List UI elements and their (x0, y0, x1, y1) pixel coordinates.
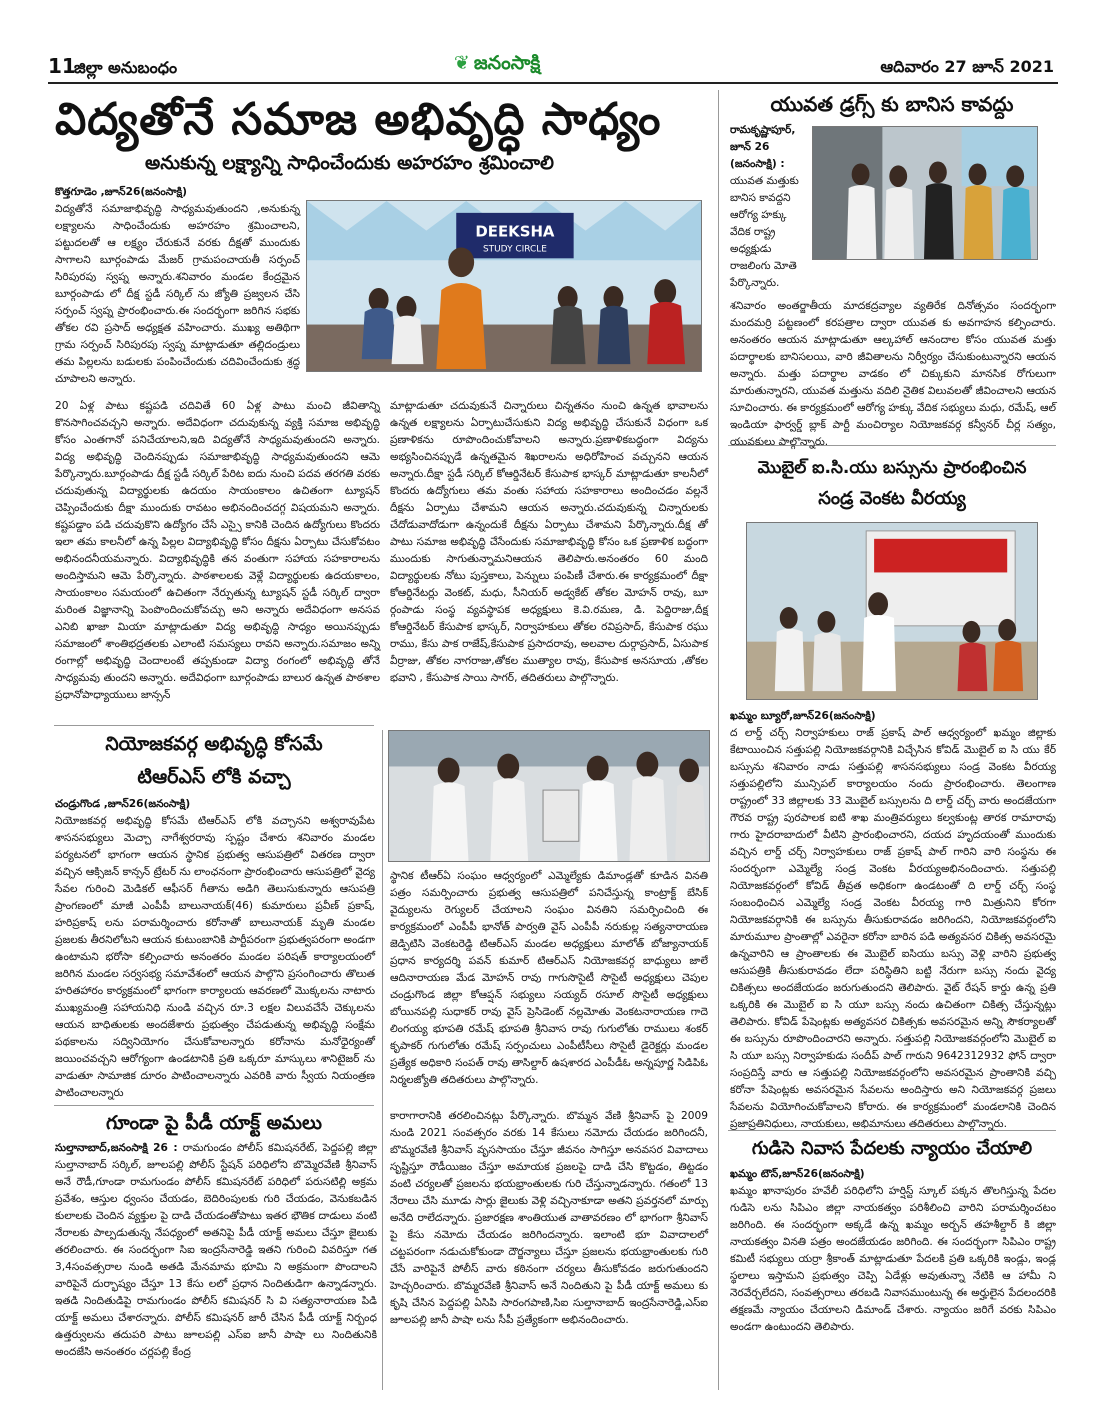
issue-date: ఆదివారం 27 జూన్ 2021 (880, 57, 1054, 76)
trs-headline-line1: నియోజకవర్గ అభివృద్ధి కోసమే (105, 733, 323, 755)
oxygen-concentrator-photo (388, 730, 710, 862)
story-text: 20 ఏళ్ల పాటు కష్టపడి చదివితే 60 ఏళ్ల పాటు మంచి జీవితాన్ని కొనసాగించవచ్చని అన్నారు. అదేవిధంగా చదువుకున్న వ్యక్తి సమాజ అభివృద్ధి కోసం ఎంతగానో పనిచేయాలని,ఇది విద్యతోనే సాధ్యమవుతుందని అన్నారు. విద్య అభివృద్ధి చెందినప్పుడు సమాజాభివృద్ధి సాధ్యమవుతుందని ఆమె పేర్కొన్నారు.బూర్గంపాడు దీక్ష స్టడీ సర్కిల్ పేరిట ఐదు నుంచి పదవ తరగతి వరకు చదువుతున్న విద్యార్థులకు ఉదయం సాయంకాలం ఉచితంగా ట్యూషన్ చెప్పించేందుకు దీక్షా ముందుకు రావటం అభినందించదగ్గ విషయమని అన్నారు. కష్టపడ్డాం పడి చదువుకొని ఉద్యోగం చేసే ఎస్సై కానికి చెందిన ఉద్యోగులు కొందరు ఇలా తమ కాలనీలో ఉన్న పిల్లల విద్యాభివృద్ధి కోసం దీక్షను ఏర్పాటు చేసుకోవటం అభినందనీయమన్నారు. విద్యాభివృద్ధికి తన వంతుగా సహాయ సహకారాలను అందిస్తామని ఆమె పేర్కొన్నారు. పాఠశాలలకు వెళ్లే విద్యార్థులకు ఉదయకాలం, సాయంకాలం సమయంలో ఉచితంగా నేర్పుతున్న ట్యూషన్ స్టడీ సర్కిల్ ద్వారా మరింత విజ్ఞానాన్ని పెంపొందించుకోవచ్చు అని అన్నారు అదేవిధంగా అనసవ ఎనిబి ఖాజా మియా మాట్లాడుతూ విద్య అభివృద్ధి సాధ్యం అయినప్పుడు సమాజంలో శాంతిభద్రతలకు ఎలాంటి సమస్యలు రావని అన్నారు.సమాజం అన్ని రంగాల్లో అభివృద్ధి చెందాలంటే తప్పకుండా విద్యా రంగంలో అభివృద్ధి తోనే సాధ్యమవు తుందని అన్నారు. అదేవిధంగా బూర్గంపాడు బాలుర ఉన్నత పాఠశాల ప్రధానోపాధ్యాయులు జాన్సన్ (55, 400, 380, 701)
mobile-icu-bus-photo (746, 522, 1038, 700)
hospital-illustration (389, 731, 709, 861)
main-subheadline: అనుకున్న లక్ష్యాన్ని సాధించేందుకు అహరహం శ్రమించాలి (145, 152, 554, 174)
story-text: ఖమ్మం ఖానాపురం హవేలీ పరిధిలోని హర్షిస్ట్ స్కూల్ పక్కన తొలగిస్తున్న పేదల గుడిసె లను సిపిఎం జిల్లా నాయకత్వం పరిశీలించి వారిని పరామర్శించటం జరిగింది. ఈ సందర్భంగా అక్కడే ఉన్న ఖమ్మం అర్బన్ తహశీల్దార్ కి జిల్లా నాయకత్వం వినతి పత్రం అందజేయడం జరిగింది. ఈ సందర్భంగా సిపిఎం రాష్ట్ర కమిటీ సభ్యులు యర్రా శ్రీకాంత్ మాట్లాడుతూ పేదలకి ప్రతి ఒక్కరికి ఇండ్లు, ఇండ్ల స్థలాలు ఇస్తామని ప్రభుత్వం చెప్పి ఏడేళ్లు అవుతున్నా నేటికి ఆ హామీ ని నెరవేర్చలేదని, సంవత్సరాలు తరబడి నివాసముంటున్న ఈ అర్హులైన పేదలందరికి తక్షణమే న్యాయం చేయాలని డిమాండ్ చేశారు. న్యాయం జరిగే వరకు సిపిఎం అండగా ఉంటుందని తెలిపారు. (730, 1185, 1056, 1333)
kit-story-body (390, 868, 708, 1100)
awareness-illustration (813, 127, 1037, 259)
story-text: స్థానిక టీఆర్ఏ సంఘం ఆధ్వర్యంలో ఎమ్మెల్యేకు డిమాండ్లతో కూడిన వినతి పత్రం సమర్పించారు ప్రభుత్వ ఆసుపత్రిలో పనిచేస్తున్న కాంట్రాక్ట్ బేసిక్ వైద్యులను రెగ్యులర్ చేయాలని సంఘం వినతిని సమర్పించింది ఈ కార్యక్రమంలో ఎంపీపీ భానోత్ పార్వతి వైస్ ఎంపీపీ నరుకుల్ల సత్యనారాయణ జెడ్పిటిసి వెంకటరెడ్డి టిఆర్ఎస్ మండల అధ్యక్షులు మాలోత్ బోజ్యానాయక్ ప్రధాన కార్యదర్శి పవన్ కుమార్ టిఆర్ఎస్ నియోజకవర్గ బాధ్యులు జాలే ఆదినారాయణ మేడ మోహన్ రావు గాగుసొసైటీ సొసైటీ అధ్యక్షులు చెపుల చండ్రుగొండ జిల్లా కోఆప్షన్ సభ్యులు సయ్యద్ రసూల్ సొసైటీ అధ్యక్షులు బోయినపల్లి సుధాకర్ రావు వైస్ ప్రెసిడెంట్ నల్లమోతు వెంకటనారాయణ గాదె లింగయ్య భూపతి రమేష్ భూపతి శ్రీనివాస రావు గుగులోతు రాములు శంకర్ కృపాకర్ గుగులోతు రమేష్ సర్పంచులు ఎంపీటీసీలు సొసైటీ డైరెక్టర్లు మండల ప్రత్యేక అధికారి సంపత్ రావు తాసిల్దార్ ఉషశారద ఎంపీడీఓ అన్నపూర్ణ సిడిపిఓ నిర్మలజ్యోతి తదితరులు పాల్గొన్నారు. (390, 870, 708, 1086)
bus-story-body (730, 708, 1056, 1130)
column-divider (382, 730, 383, 1390)
masthead-text: జనంసాక్షి (473, 52, 541, 74)
dateline: సుల్తానాబాద్,జనంసాక్షి 26 : (55, 1142, 178, 1154)
study-circle-illustration (307, 201, 701, 371)
study-circle-photo (306, 200, 702, 372)
drugs-story-lead (730, 122, 808, 294)
story-text: యువత మత్తుకు బానిస కావద్దని ఆరోగ్య హక్కు వేదిక రాష్ట్ర అధ్యక్షుడు రాజలింగు మోతె పేర్కొన్నారు. (730, 175, 799, 289)
dateline: చండ్రుగొండ ,జూన్26(జనంసాక్షి) (55, 798, 191, 810)
hut-headline: గుడిసె నివాస పేదలకు న్యాయం చేయాలి (751, 1138, 1033, 1159)
trs-headline-line2: టిఆర్ఎస్ లోకి వచ్చా (137, 766, 291, 788)
main-story-col1-top (55, 184, 300, 414)
dateline: కొత్తగూడెం ,జూన్26(జనంసాక్షి) (55, 186, 188, 198)
dateline: రామకృష్ణాపూర్, జూన్ 26 (జనంసాక్షి) : (730, 124, 796, 170)
goonda-story-body (55, 1140, 377, 1386)
story-text: రామగుండం పోలీస్ కమిషనరేట్, పెద్దపల్లి జిల్లా సుల్తానాబాద్ సర్కిల్, జూలపల్లి పోలీస్ స్టేషన్ పరిధిలోని బొమ్మెరవేణి శ్రీనివాస్ అనే రౌడీ,గూండా రామగుండం పోలీస్ కమిషనరేట్ పరిధిలో పరుసటిల్లి అక్రమ ప్రవేశం, ఆస్తుల ధ్వంసం చేయడం, బెదిరింపులకు గురి చేయడం, వెనుకబడిన కులాలకు చెందిన వ్యక్తుల పై దాడి చేయడంతోపాటు ఇతర భౌతిక దాడులు వంటి నేరాలకు పాల్పడుతున్న నేపధ్యంలో అతనిపై పీడీ యాక్ట్ అమలు చేస్తూ జైలుకు తరలించారు. ఈ సందర్భంగా సిఐ ఇంద్రసేనారెడ్డి ఇతని గురించి వివరిస్తూ గత 3,4సంవత్సరాల నుండి అతడి మేనమామ భూమి ని అక్రమంగా పొందాలని వారిపైనే దుర్భాష్యం చేస్తూ 13 కేసు లలో ప్రధాన నిందితుడిగా ఉన్నాడన్నారు. ఇతడి నిందితుడిపై రామగుండం పోలీస్ కమిషనర్ సి వి సత్యనారాయణ పిడి యాక్ట్ అమలు చేశారన్నారు. పోలీస్ కమిషనర్ జారీ చేసిన పీడీ యాక్ట్ నిర్బంధ ఉత్తర్వులను తదుపరి పాటు జూలపల్లి ఎస్ఐ జానీ పాషా లు నిందితునికి అందజేసి అనంతరం చర్లపల్లి కేంద్ర (55, 1142, 377, 1358)
bus-launch-illustration (747, 523, 1037, 699)
goonda-headline: గూండా పై పీడీ యాక్ట్ అమలు (105, 1112, 323, 1134)
story-text: విద్యతోనే సమాజాభివృద్ధి సాధ్యమవుతుందని ,అనుకున్న లక్ష్యాలను సాధించేందుకు అహరహం శ్రమించాలని, పట్టుదలతో ఆ లక్ష్యం చేరుకునే వరకు దీక్షతో ముందుకు సాగాలని బూర్గంపాడు మేజర్ గ్రామపంచాయతీ సర్పంచ్ సిరిపురపు స్వప్న అన్నారు.శనివారం మండల కేంద్రమైన బూర్గంపాడు లో దీక్ష స్టడీ సర్కిల్ ను జ్యోతి ప్రజ్వలన చేసి సర్పంచ్ స్వప్న ప్రారంభించారు.ఈ సందర్భంగా జరిగిన సభకు తోకల రవి ప్రసాద్ అధ్యక్షత వహించారు. ముఖ్య అతిథిగా గ్రామ సర్పంచ్ సిరిపురపు స్వప్న మాట్లాడుతూ తల్లిదండ్రులు తమ పిల్లలను బడులకు పంపించేందుకు చదివించేందుకు శ్రద్ధ చూపాలని అన్నారు. (55, 203, 300, 385)
story-text: శనివారం అంతర్జాతీయ మాదకద్రవ్యాల వ్యతిరేక దినోత్సవం సందర్భంగా మందమర్రి పట్టణంలో కరపత్రాల ద్వారా యువత కు అవగాహన కల్పించారు. అనంతరం ఆయన మాట్లాడుతూ ఆల్కహాల్ ఆనందాల కోసం యువత మత్తు పదార్థాలకు బానిసలయి, వారి జీవితాలను నిర్వీర్యం చేసుకుంటున్నారని ఆయన అన్నారు. మత్తు పదార్థాల వాడకం లో చిక్కుకుని మానసిక రోగులుగా మారుతున్నారని, యువత మత్తును వదిలి నైతిక విలువలతో జీవించాలని ఆయన సూచించారు. ఈ కార్యక్రమంలో ఆరోగ్య హక్కు వేదిక సభ్యులు మధు, రమేష్, ఆల్ ఇండియా ఫార్వర్డ్ బ్లాక్ పార్టీ మంచిర్యాల నియోజకవర్గ కన్వీనర్ చీర్ల సత్యం, యువకులు పాల్గొన్నారు. (730, 300, 1056, 448)
dateline: ఖమ్మం టౌన్,జూన్26(జనంసాక్షి) (730, 1168, 865, 1180)
page-number: 11 (48, 54, 76, 78)
main-story-col1-bottom (55, 398, 380, 718)
banner-subtitle: STUDY CIRCLE (483, 244, 547, 255)
drugs-story-body (730, 298, 1056, 448)
page-header (48, 52, 1058, 84)
story-divider (54, 725, 374, 726)
banner-title: DEEKSHA (475, 222, 555, 241)
story-text: మాట్లాడుతూ చదువుకునే చిన్నారులు చిన్నతనం నుంచి ఉన్నత భావాలను ఉన్నత లక్ష్యాలను ఏర్పాటుచేసుకుని విద్య అభివృద్ధి చేసుకునే విధంగా ఒక ప్రణాళికను రూపొందించుకోవాలని అన్నారు.ప్రణాళికబద్ధంగా విద్యను అభ్యసించినప్పుడే ఉన్నతమైన శిఖరాలను అధిరోహించ వచ్చునని ఆయన అన్నారు.దీక్షా స్టడీ సర్కిల్ కోఆర్డినేటర్ కేసుపాక భాస్కర్ మాట్లాడుతూ కాలనీలో కొందరు ఉద్యోగులు తమ వంతు సహాయ సహకారాలు అందించడం వల్లనే దీక్షను ఏర్పాటు చేశామని ఆయన అన్నారు.చదువుకున్న చిన్నారులకు చేదోడువాదోడుగా ఉన్నందుకే దీక్షను ఏర్పాటు చేశామని పేర్కొన్నారు.దీక్ష తో పాటు సమాజ అభివృద్ధి చేసేందుకు సమాజాభివృద్ధి కోసం ఒక ప్రణాళిక బద్ధంగా ముందుకు సాగుతున్నామనిఆయన తెలిపారు.అనంతరం 60 మంది విద్యార్థులకు నోటు పుస్తకాలు, పెన్నులు పంపిణీ చేశారు.ఈ కార్యక్రమంలో దీక్షా కోఆర్డినేటర్లు వెంకట్, మధు, సీనియర్ అడ్వకేట్ తోకల మోహన్ రావు, బూ ర్గంపాడు సంస్థ వ్యవస్థాపక అధ్యక్షులు కె.వి.రమణ, డి. పెద్దిరాజు,దీక్ష కోఆర్డినేటర్ కేసుపాక భాస్కర్, నిర్వాహకులు తోకల రవిప్రసాద్, కేసుపాక రఘు రాము, కేసు పాక రాజేష్,కేసుపాక ప్రసాదరావు, అలవాల దుర్గాప్రసాద్, ఏసుపాక వీర్రాజు, తోకల నాగరాజు,తోకల ముత్యాల రావు, కేసుపాక అనసూయ ,తోకల భవాని , కేసుపాక సాయి సాగర్, తదితరులు పాల్గొన్నారు. (390, 400, 708, 684)
masthead (454, 52, 540, 79)
goonda-story-continued (390, 1108, 708, 1388)
story-text: కారాగారానికి తరలించినట్లు పేర్కొన్నారు. బొమ్మన వేణి శ్రీనివాస్ పై 2009 నుండి 2021 సంవత్సరం వరకు 14 కేసులు నమోదు చేయడం జరిగిందనీ, బొమ్మరవేణి శ్రీనివాస్ వృససాయం చేస్తూ జీవనం సాగిస్తూ అనవసర వివాదాలు సృష్టిస్తూ రౌడీయిజం చేస్తూ అమాయక ప్రజలపై దాడి చేసి కొట్టడం, తిట్టడం వంటి చర్యలతో ప్రజలను భయభ్రాంతులకు గురి చేస్తున్నాడన్నారు. గతంలో 13 నేరాలు చేసి మూడు సార్లు జైలుకు వెళ్లి వచ్చినాకూడా అతని ప్రవర్తనలో మార్పు అనేది రాలేదన్నారు. ప్రజారక్షణ శాంతియుత వాతావరణం లో భాగంగా శ్రీనివాస్ పై కేసు నమోదు చేయడం జరిగిందన్నారు. ఇలాంటి భూ వివాదాలలో చట్టపరంగా నడుచుకోకుండా దౌర్జన్యాలు చేస్తూ ప్రజలను భయభ్రాంతులకు గురి చేసే వారిపైనే పోలీస్ వారు కఠినంగా చర్యలు తీసుకోవడం జరుగుతుందని హెచ్చరించారు. బొమ్మరవేణి శ్రీనివాస్ అనే నిందితుని పై పీడీ యాక్ట్ అమలు కు కృషి చేసిన పెద్దపల్లి ఏసిపి సారంగపాణి,సిఐ సుల్తానాబాద్ ఇంద్రసేనారెడ్డి,ఎస్ఐ జూలపల్లి జానీ పాషా లను సీపీ ప్రత్యేకంగా అభినందించారు. (390, 1110, 708, 1326)
section-name: జిల్లా అనుబంధం (74, 58, 178, 77)
story-text: నియోజకవర్గ అభివృద్ధి కోసమే టిఆర్ఎస్ లోకి వచ్చానని అశ్వరావుపేట శాసనసభ్యులు మెచ్చా నాగేశ్వరరావు స్పష్టం చేశారు శనివారం మండల పర్యటనలో భాగంగా ఆయన స్థానిక ప్రభుత్వ ఆసుపత్రిలో వితరణ ద్వారా వచ్చిన ఆక్సిజన్ కాన్సన్ ట్రేటర్ ను లాంఛనంగా ప్రారంభించారు ఆసుపత్రిలో వైద్య సేవల గురించి మెడికల్ ఆఫీసర్ గీతాను అడిగి తెలుసుకున్నారు ఆసుపత్రి ప్రాంగణంలో మాజీ ఎంపీపీ బాలునాయక్(46) కుమారులు ప్రవీణ్ ప్రకాష్, హరిప్రకాష్ లను పరామర్శించారు కరోనాతో బాలునాయక్ మృతి మండల ప్రజలకు తీరనిలోటని ఆయన కుటుంబానికి పార్టీపరంగా ప్రభుత్వపరంగా అండగా ఉంటామని భరోసా కల్పించారు అనంతరం మండల పరిషత్ కార్యాలయంలో జరిగిన మండల సర్వసభ్య సమావేశంలో ఆయన పాల్గొని ప్రసంగించారు తొలుత హరితహారం కార్యక్రమంలో భాగంగా కార్యాలయ ఆవరణలో మొక్కలను నాటారు ముఖ్యమంత్రి సహాయనిధి నుండి వచ్చిన రూ.3 లక్షల విలువచేసే చెక్కులను ఆయన బాధితులకు అందజేశారు ప్రభుత్వం చేపడుతున్న అభివృద్ధి సంక్షేమ పథకాలను సద్వినియోగం చేసుకోవాలన్నారు కరోనాను మనోధైర్యంతో జయించవచ్చని ఆరోగ్యంగా ఉండటానికి ప్రతి ఒక్కరూ మాస్కులు శానిటైజర్ ను వాడుతూ సామాజిక దూరం పాటించాలన్నారు ఎవరికి వారు స్వీయ నియంత్రణ పాటించాలన్నారు (55, 815, 375, 1099)
bus-headline-line1: మొబైల్ ఐ.సి.యు బస్సును ప్రారంభించిన (757, 458, 1027, 478)
trs-story-body (55, 796, 375, 1098)
main-story-col2 (390, 398, 708, 718)
drugs-headline: యువత డ్రగ్స్ కు బానిస కావద్దు (770, 92, 1014, 116)
hut-story-body (730, 1166, 1056, 1388)
story-text: ద లార్డ్ చర్చ్ నిర్వాహకులు రాజ్ ప్రకాష్ పాల్ ఆధ్వర్యంలో ఖమ్మం జిల్లాకు కేటాయించిన సత్తుపల్లి నియోజకవర్గానికి విచ్చేసిన కోవిడ్ మొబైల్ ఐ సి యు కేర్ బస్సును శనివారం నాడు సత్తుపల్లి శాసనసభ్యులు సండ్ర వెంకట వీరయ్య సత్తుపల్లిలోని మున్సిపల్ కార్యాలయం నందు ప్రారంభించారు. తెలంగాణ రాష్ట్రంలో 33 జిల్లాలకు 33 మొబైల్ బస్సులను ది లార్డ్ చర్చ్ వారు అందజేయగా గౌరవ రాష్ట్ర పురపాలక ఐటి శాఖ మంత్రివర్యులు కల్వకుంట్ల తారక రామారావు గారు హైదరాబాదులో వీటిని ప్రారంభించారని, దయద హృదయంతో ముందుకు వచ్చిన లార్డ్ చర్చ్ నిర్వాహకులు రాజ్ ప్రకాష్ పాల్ గారిని వారి సంస్థను ఈ సందర్భంగా ఎమ్మెల్యే సండ్ర వెంకట వీరయ్యఅభినందించారు. సత్తుపల్లి నియోజకవర్గంలో కోవిడ్ తీవ్రత అధికంగా ఉండటంతో ది లార్డ్ చర్చ్ సంస్థ సంబంధించిన ఎమ్మెల్యే సండ్ర వెంకట వీరయ్య గారి మిత్రునిని కోరగా నియోజకవర్గానికి ఈ బస్సును తీసుకురావడం జరిగిందని, నియోజకవర్గంలోని మారుమూల ప్రాంతాల్లో ఎవరైనా కరోనా బారిన పడి అత్యవసర చికిత్స అవసరమై ఉన్నవారిని ఆ ప్రాంతాలకు ఈ మొబైల్ ఐసియు బస్సు వెళ్లి వారిని ప్రభుత్వ ఆసుపత్రికి తీసుకురావడం లేదా పరిస్థితిని బట్టి నేరుగా బస్సు నందు వైద్య చికిత్సలు అందజేయడం జరుగుతుందని తెలిపారు. వైట్ రేషన్ కార్డు ఉన్న ప్రతి ఒక్కరికి ఈ మొబైల్ ఐ సి యూ బస్సు నందు ఉచితంగా చికిత్స చేస్తున్నట్లు తెలిపారు. కోవిడ్ పేషెంట్లకు అత్యవసర చికిత్సకు అవసరమైన అన్ని సౌకర్యాలతో ఈ బస్సును రూపొందించారని అన్నారు. సత్తుపల్లి నియోజకవర్గంలోని మొబైల్ ఐ సి యూ బస్సు నిర్వాహకుడు సందీప్ పాల్ గారుని 9642312932 ఫోన్ ద్వారా సంప్రదిస్తే వారు ఆ సత్తుపల్లి నియోజకవర్గంలోని అవసరమైన ప్రాంతానికి వచ్చి కరోనా పేషెంట్లకు అవసరమైన సేవలను అందిస్తారు అని నియోజకవర్గ ప్రజలు సేవలను వియోగించుకోవాలని కోరారు. ఈ కార్యక్రమంలో మండలానికి చెందిన ప్రజాప్రతినిధులు, నాయకులు, అభిమానులు తదితరులు పాల్గొన్నారు. (730, 727, 1056, 1130)
drugs-awareness-photo (812, 126, 1038, 260)
main-headline: విద్యతోనే సమాజ అభివృద్ధి సాధ్యం (55, 94, 662, 145)
bus-headline-line2: సండ్ర వెంకట వీరయ్య (818, 488, 966, 509)
story-divider (54, 1105, 374, 1106)
leaf-icon: ❦ (454, 52, 470, 74)
dateline: ఖమ్మం బ్యూరో,జూన్26(జనంసాక్షి) (730, 710, 876, 722)
column-divider (718, 90, 719, 1390)
